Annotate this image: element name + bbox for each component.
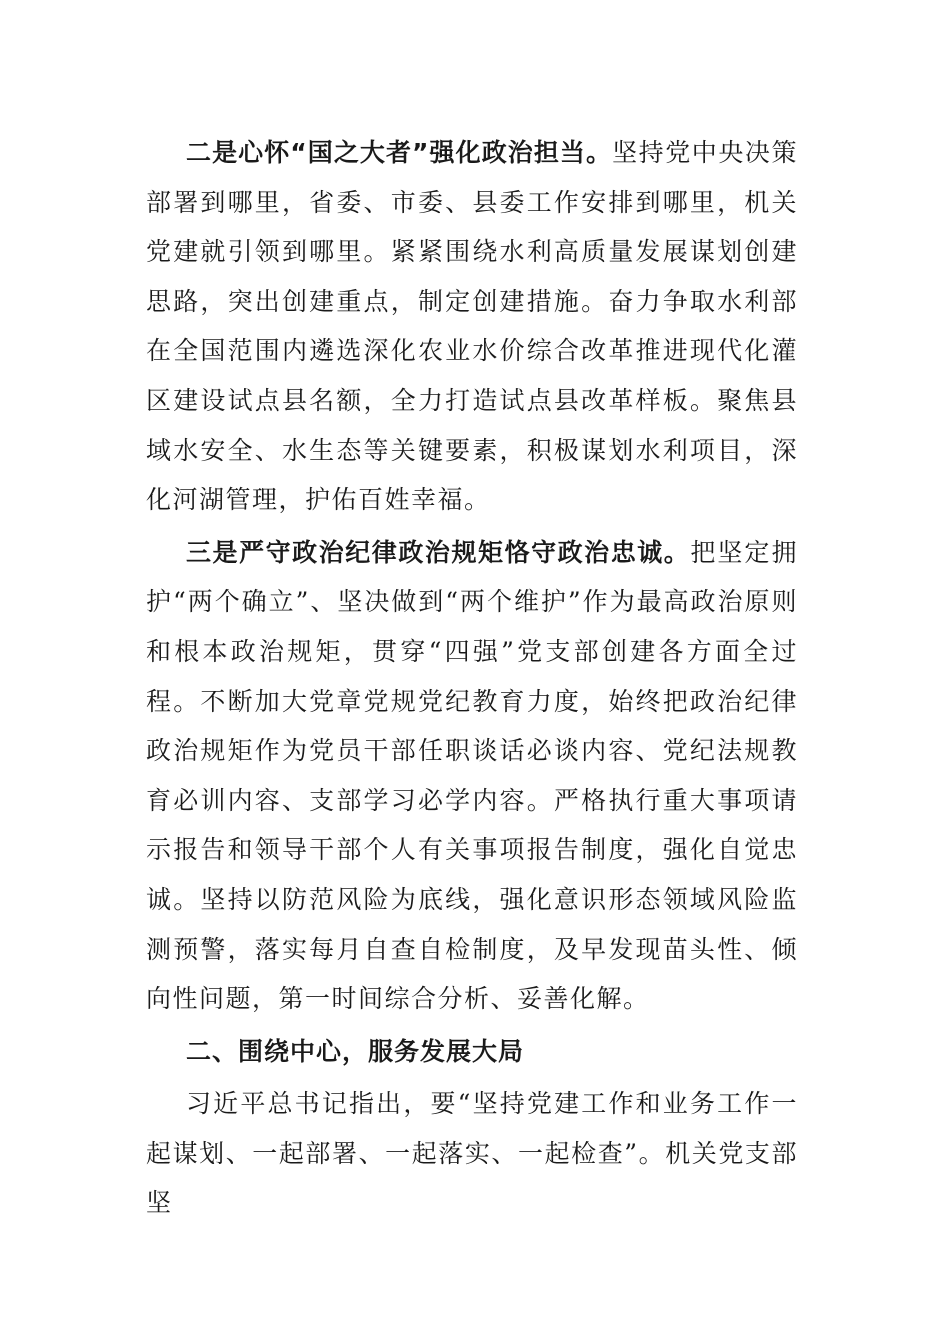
- document-body: [146, 128, 798, 1228]
- paragraph-body-text: 坚持党中央决策部署到哪里，省委、市委、县委工作安排到哪里，机关党建就引领到哪里。紧紧围绕水利高质量发展谋划创建思路，突出创建重点，制定创建措施。奋力争取水利部在全国范围内遴选深化农业水价综合改革推进现代化灌区建设试点县名额，全力打造试点县改革样板。聚焦县域水安全、水生态等关键要素，积极谋划水利项目，深化河湖管理，护佑百姓幸福。: [146, 138, 798, 515]
- paragraph-body-text: 把坚定拥护“两个确立”、坚决做到“两个维护”作为最高政治原则和根本政治规矩，贯穿“四强”党支部创建各方面全过程。不断加大党章党规党纪教育力度，始终把政治纪律政治规矩作为党员干部任职谈话必谈内容、党纪法规教育必训内容、支部学习必学内容。严格执行重大事项请示报告和领导干部个人有关事项报告制度，强化自觉忠诚。坚持以防范风险为底线，强化意识形态领域风险监测预警，落实每月自查自检制度，及早发现苗头性、倾向性问题，第一时间综合分析、妥善化解。: [146, 537, 798, 1014]
- paragraph-political-discipline: [146, 528, 798, 1024]
- paragraph-party-building-quote: 习近平总书记指出，要“坚持党建工作和业务工作一起谋划、一起部署、一起落实、一起检查”。机关党支部坚: [146, 1089, 798, 1218]
- paragraph-lead-bold: 三是严守政治纪律政治规矩恪守政治忠诚。: [186, 537, 691, 567]
- paragraph-political-responsibility: [146, 128, 798, 525]
- paragraph-lead-bold: 二是心怀“国之大者”强化政治担当。: [186, 138, 613, 167]
- section-heading: 二、围绕中心，服务发展大局: [186, 1036, 525, 1066]
